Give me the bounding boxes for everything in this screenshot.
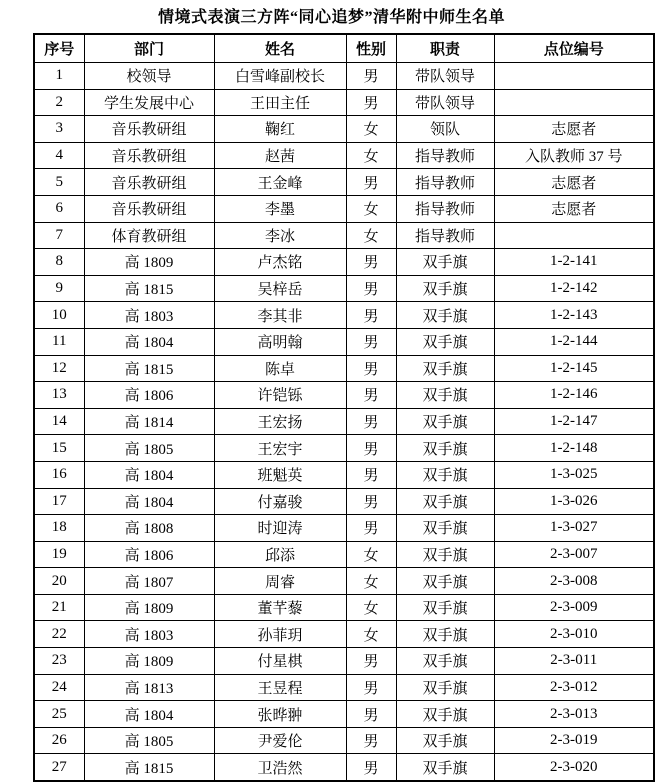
table-cell: 女 (346, 116, 396, 143)
table-cell: 2-3-020 (494, 754, 654, 781)
table-cell: 双手旗 (396, 515, 494, 542)
table-cell: 8 (34, 249, 84, 276)
table-cell: 6 (34, 195, 84, 222)
col-header-duty: 职责 (396, 34, 494, 63)
table-cell: 高 1803 (84, 621, 214, 648)
table-cell: 高 1815 (84, 355, 214, 382)
table-cell: 13 (34, 382, 84, 409)
table-cell: 高 1803 (84, 302, 214, 329)
table-cell: 女 (346, 222, 396, 249)
table-cell: 18 (34, 515, 84, 542)
table-cell: 2 (34, 89, 84, 116)
table-cell: 男 (346, 461, 396, 488)
table-cell: 张晔翀 (214, 701, 346, 728)
table-cell: 高 1806 (84, 541, 214, 568)
table-cell: 带队领导 (396, 63, 494, 90)
table-cell: 付嘉骏 (214, 488, 346, 515)
table-cell: 李冰 (214, 222, 346, 249)
table-cell: 音乐教研组 (84, 195, 214, 222)
table-cell: 李其非 (214, 302, 346, 329)
table-row (34, 568, 654, 595)
table-cell: 高 1809 (84, 249, 214, 276)
table-cell: 双手旗 (396, 488, 494, 515)
table-cell: 1-3-026 (494, 488, 654, 515)
table-cell: 1-3-025 (494, 461, 654, 488)
table-row (34, 701, 654, 728)
table-cell: 李墨 (214, 195, 346, 222)
table-cell: 高 1804 (84, 701, 214, 728)
table-cell: 王宏宇 (214, 435, 346, 462)
table-cell: 3 (34, 116, 84, 143)
table-cell: 2-3-007 (494, 541, 654, 568)
table-row (34, 222, 654, 249)
table-cell: 卢杰铭 (214, 249, 346, 276)
table-cell: 女 (346, 142, 396, 169)
table-cell: 双手旗 (396, 328, 494, 355)
table-row (34, 249, 654, 276)
table-cell: 15 (34, 435, 84, 462)
table-cell: 1 (34, 63, 84, 90)
table-cell: 卫浩然 (214, 754, 346, 781)
table-cell: 双手旗 (396, 621, 494, 648)
table-cell: 26 (34, 727, 84, 754)
table-row (34, 594, 654, 621)
table-cell: 4 (34, 142, 84, 169)
table-cell: 高 1807 (84, 568, 214, 595)
table-cell: 高 1814 (84, 408, 214, 435)
table-cell (494, 89, 654, 116)
table-cell: 男 (346, 727, 396, 754)
col-header-department: 部门 (84, 34, 214, 63)
table-cell: 体育教研组 (84, 222, 214, 249)
table-cell: 高 1809 (84, 648, 214, 675)
table-cell: 2-3-019 (494, 727, 654, 754)
table-cell: 双手旗 (396, 727, 494, 754)
table-cell: 14 (34, 408, 84, 435)
table-row (34, 754, 654, 781)
table-cell: 双手旗 (396, 355, 494, 382)
table-cell: 孙菲玥 (214, 621, 346, 648)
table-cell: 2-3-008 (494, 568, 654, 595)
header-row (34, 34, 654, 63)
table-row (34, 355, 654, 382)
table-cell: 女 (346, 195, 396, 222)
table-cell: 女 (346, 541, 396, 568)
table-cell: 王金峰 (214, 169, 346, 196)
table-cell: 男 (346, 408, 396, 435)
table-cell: 1-3-027 (494, 515, 654, 542)
table-row (34, 63, 654, 90)
table-cell: 男 (346, 488, 396, 515)
table-cell: 付星棋 (214, 648, 346, 675)
table-cell: 双手旗 (396, 461, 494, 488)
table-cell: 鞠红 (214, 116, 346, 143)
roster-table (33, 33, 655, 782)
table-cell: 2-3-009 (494, 594, 654, 621)
table-cell: 17 (34, 488, 84, 515)
table-cell: 双手旗 (396, 674, 494, 701)
table-cell: 高 1805 (84, 727, 214, 754)
table-cell: 女 (346, 594, 396, 621)
table-cell: 男 (346, 169, 396, 196)
table-cell: 周睿 (214, 568, 346, 595)
table-cell: 男 (346, 249, 396, 276)
col-header-name: 姓名 (214, 34, 346, 63)
table-cell: 双手旗 (396, 408, 494, 435)
table-cell: 1-2-142 (494, 275, 654, 302)
table-cell: 24 (34, 674, 84, 701)
table-cell: 双手旗 (396, 275, 494, 302)
table-cell: 男 (346, 355, 396, 382)
table-cell: 双手旗 (396, 568, 494, 595)
table-cell: 高 1804 (84, 488, 214, 515)
table-cell: 赵茜 (214, 142, 346, 169)
table-cell: 高 1813 (84, 674, 214, 701)
table-cell: 双手旗 (396, 435, 494, 462)
table-cell: 校领导 (84, 63, 214, 90)
table-row (34, 116, 654, 143)
roster-table-body (34, 63, 654, 782)
table-cell: 双手旗 (396, 302, 494, 329)
table-cell: 11 (34, 328, 84, 355)
table-row (34, 461, 654, 488)
table-row (34, 408, 654, 435)
table-cell: 22 (34, 621, 84, 648)
table-cell: 男 (346, 275, 396, 302)
table-row (34, 488, 654, 515)
table-row (34, 435, 654, 462)
table-row (34, 648, 654, 675)
table-cell: 2-3-010 (494, 621, 654, 648)
table-cell: 学生发展中心 (84, 89, 214, 116)
table-cell: 指导教师 (396, 195, 494, 222)
table-row (34, 541, 654, 568)
table-cell: 10 (34, 302, 84, 329)
table-row (34, 328, 654, 355)
table-cell: 志愿者 (494, 169, 654, 196)
table-cell: 9 (34, 275, 84, 302)
table-cell: 志愿者 (494, 116, 654, 143)
table-cell: 男 (346, 515, 396, 542)
table-cell: 1-2-146 (494, 382, 654, 409)
table-cell: 1-2-143 (494, 302, 654, 329)
table-cell: 21 (34, 594, 84, 621)
table-cell: 女 (346, 568, 396, 595)
table-cell: 男 (346, 701, 396, 728)
table-cell: 1-2-147 (494, 408, 654, 435)
table-cell: 班魁英 (214, 461, 346, 488)
table-cell (494, 63, 654, 90)
table-cell: 王宏扬 (214, 408, 346, 435)
table-cell: 董芊藜 (214, 594, 346, 621)
table-cell: 19 (34, 541, 84, 568)
table-cell: 男 (346, 674, 396, 701)
table-cell: 2-3-011 (494, 648, 654, 675)
table-cell: 高 1805 (84, 435, 214, 462)
table-cell: 16 (34, 461, 84, 488)
table-cell: 1-2-145 (494, 355, 654, 382)
table-cell: 2-3-012 (494, 674, 654, 701)
table-row (34, 382, 654, 409)
table-cell: 男 (346, 63, 396, 90)
table-cell: 高 1809 (84, 594, 214, 621)
table-cell: 双手旗 (396, 754, 494, 781)
table-cell: 指导教师 (396, 142, 494, 169)
table-cell: 高 1804 (84, 461, 214, 488)
table-cell: 王田主任 (214, 89, 346, 116)
table-cell: 1-2-144 (494, 328, 654, 355)
table-cell: 白雪峰副校长 (214, 63, 346, 90)
table-cell: 女 (346, 621, 396, 648)
table-cell: 男 (346, 754, 396, 781)
table-row (34, 275, 654, 302)
table-cell: 高明翰 (214, 328, 346, 355)
table-cell: 音乐教研组 (84, 142, 214, 169)
table-cell: 男 (346, 302, 396, 329)
table-cell: 吴梓岳 (214, 275, 346, 302)
table-cell: 陈卓 (214, 355, 346, 382)
table-cell: 入队教师 37 号 (494, 142, 654, 169)
table-cell: 音乐教研组 (84, 116, 214, 143)
table-cell: 7 (34, 222, 84, 249)
table-cell: 邱添 (214, 541, 346, 568)
table-cell: 男 (346, 382, 396, 409)
table-cell: 双手旗 (396, 541, 494, 568)
table-row (34, 302, 654, 329)
table-cell: 双手旗 (396, 382, 494, 409)
table-cell: 志愿者 (494, 195, 654, 222)
table-cell: 高 1815 (84, 754, 214, 781)
table-cell: 双手旗 (396, 648, 494, 675)
table-cell: 20 (34, 568, 84, 595)
table-row (34, 169, 654, 196)
table-cell: 带队领导 (396, 89, 494, 116)
table-cell: 双手旗 (396, 249, 494, 276)
table-cell: 5 (34, 169, 84, 196)
table-cell: 尹爱伦 (214, 727, 346, 754)
table-cell: 指导教师 (396, 222, 494, 249)
table-cell: 男 (346, 648, 396, 675)
table-row (34, 195, 654, 222)
table-cell: 2-3-013 (494, 701, 654, 728)
col-header-position-code: 点位编号 (494, 34, 654, 63)
table-row (34, 515, 654, 542)
table-row (34, 142, 654, 169)
document-title: 情境式表演三方阵“同心追梦”清华附中师生名单 (157, 9, 505, 26)
col-header-gender: 性别 (346, 34, 396, 63)
table-cell: 时迎涛 (214, 515, 346, 542)
table-cell: 男 (346, 89, 396, 116)
table-cell: 27 (34, 754, 84, 781)
table-cell (494, 222, 654, 249)
table-row (34, 621, 654, 648)
table-cell: 23 (34, 648, 84, 675)
table-cell: 许铠铄 (214, 382, 346, 409)
col-header-serial-number: 序号 (34, 34, 84, 63)
table-cell: 25 (34, 701, 84, 728)
table-cell: 指导教师 (396, 169, 494, 196)
table-row (34, 727, 654, 754)
table-row (34, 674, 654, 701)
table-cell: 男 (346, 328, 396, 355)
table-cell: 1-2-148 (494, 435, 654, 462)
table-cell: 王昱程 (214, 674, 346, 701)
table-cell: 1-2-141 (494, 249, 654, 276)
table-cell: 音乐教研组 (84, 169, 214, 196)
table-row (34, 89, 654, 116)
table-cell: 12 (34, 355, 84, 382)
table-cell: 高 1806 (84, 382, 214, 409)
table-cell: 高 1808 (84, 515, 214, 542)
table-cell: 领队 (396, 116, 494, 143)
table-cell: 高 1804 (84, 328, 214, 355)
table-cell: 高 1815 (84, 275, 214, 302)
table-cell: 双手旗 (396, 594, 494, 621)
table-cell: 双手旗 (396, 701, 494, 728)
table-cell: 男 (346, 435, 396, 462)
